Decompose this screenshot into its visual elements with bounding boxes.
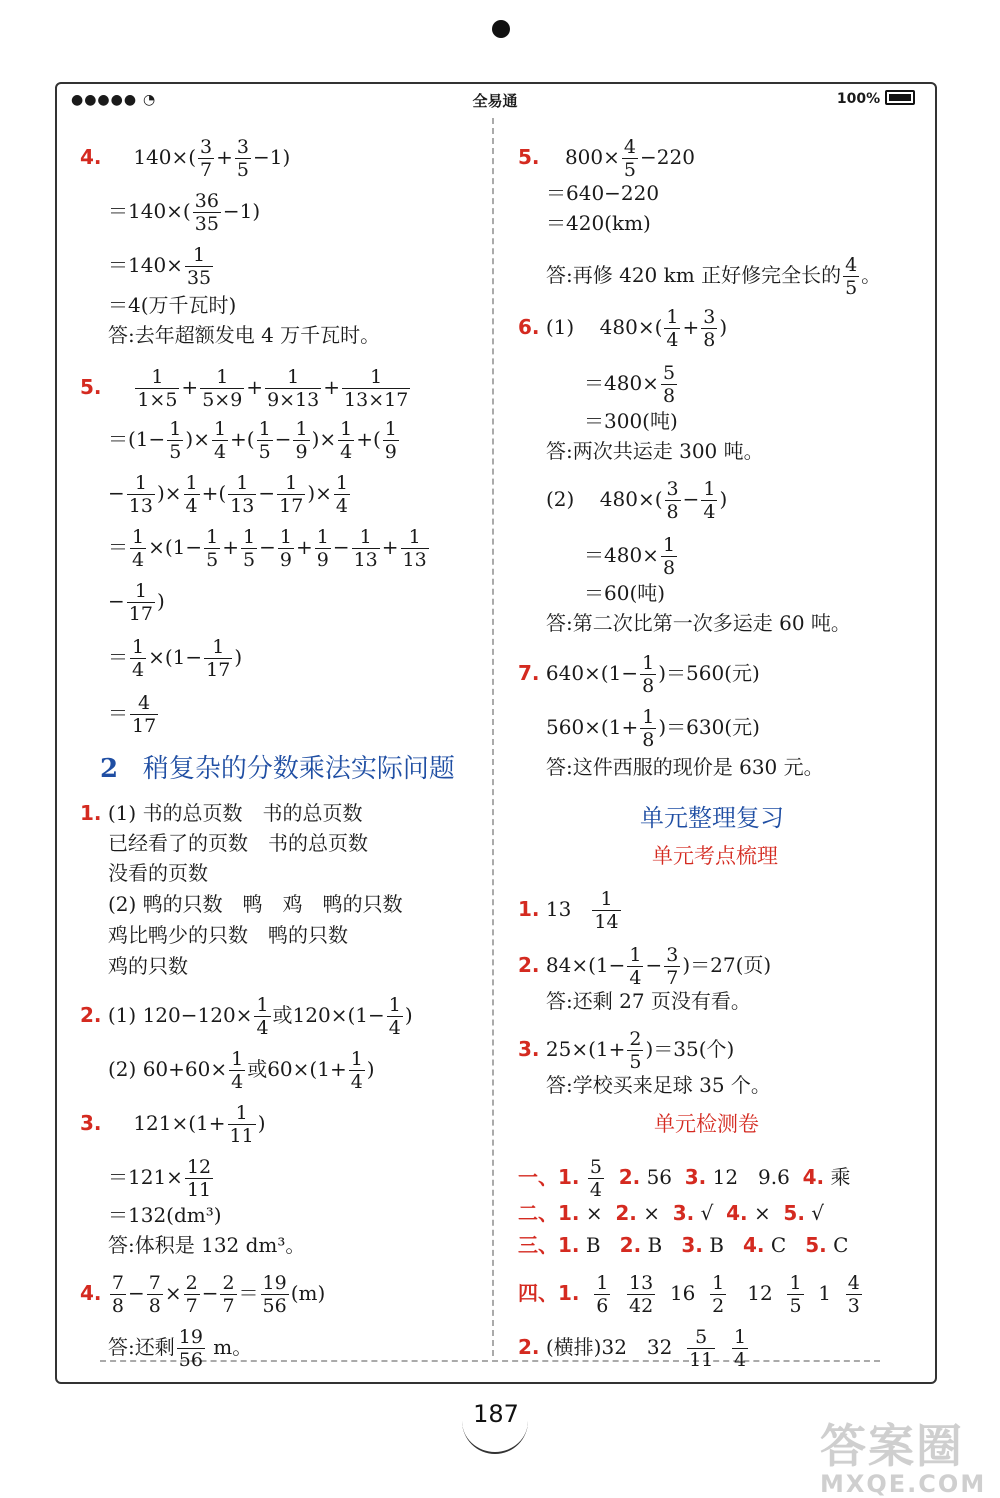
right-q7-answer: 答:这件西服的现价是 630 元。: [546, 755, 824, 779]
left-q4-line3: ＝140× $\frac{1}{35}$: [108, 244, 212, 289]
right-test-row5: 2. (横排)32 32 $\frac{5}{11}$ $\frac{1}{4}$: [518, 1326, 747, 1371]
camera-dot: [492, 20, 510, 38]
right-q6-line6: ＝60(吨): [584, 581, 666, 605]
right-q6-line5: ＝480× $\frac{1}{8}$: [584, 534, 676, 579]
right-test-row1: 一、1. $\frac{5}{4}$ 2. 56 3. 12 9.6 4. 乘: [518, 1156, 851, 1201]
review-title: 单元整理复习: [640, 804, 784, 832]
left-s2q3-line1: 3. 121×(1+ $\frac{1}{11}$ ): [80, 1102, 266, 1147]
battery-icon: [885, 90, 915, 105]
right-q5-line1: 5. 800× $\frac{4}{5}$ −220: [518, 136, 695, 181]
right-q7-line2: 560×(1+ $\frac{1}{8}$ )＝630(元): [546, 706, 760, 751]
right-q6-answer2: 答:第二次比第一次多运走 60 吨。: [546, 611, 851, 635]
left-q4-line4: ＝4(万千瓦时): [108, 293, 237, 317]
signal-icon: ●●●●● ◔: [71, 92, 157, 108]
right-q6-answer1: 答:两次共运走 300 吨。: [546, 439, 764, 463]
left-s2q4-answer: 答:还剩 $\frac{19}{56}$ m。: [108, 1326, 253, 1371]
right-test-row2: 二、1. × 2. × 3. √ 4. × 5. √: [518, 1201, 825, 1225]
page-number: 187: [473, 1400, 519, 1428]
left-s2q4-line1: 4. $\frac{7}{8}$ − $\frac{7}{8}$ × $\frac{2}{7}$ − $\frac{2}{7}$ ＝ $\frac{19}{56}$ (m): [80, 1272, 326, 1317]
review-subtitle-2: 单元检测卷: [654, 1112, 759, 1136]
left-q5-line2: ＝(1− $\frac{1}{5}$ )× $\frac{1}{4}$ +( $\frac{1}{5}$ − $\frac{1}{9}$ )× $\frac{1}{4}$ +( $\frac{1}{9}$: [108, 418, 397, 463]
right-r3-line1: 3. 25×(1+ $\frac{2}{5}$ )＝35(个): [518, 1028, 735, 1073]
right-q6-line4: (2) 480×( $\frac{3}{8}$ − $\frac{1}{4}$ ): [546, 478, 728, 523]
left-s2q1-line2: 已经看了的页数 书的总页数: [108, 831, 368, 855]
left-s2q1-line1: 1. (1) 书的总页数 书的总页数: [80, 801, 363, 825]
right-test-row3: 三、1. B 2. B 3. B 4. C 5. C: [518, 1233, 849, 1257]
app-title: 全易通: [472, 92, 518, 110]
left-q5-line3: − $\frac{1}{13}$ )× $\frac{1}{4}$ +( $\frac{1}{13}$ − $\frac{1}{17}$ )× $\frac{1}{4}$: [108, 472, 348, 517]
right-r3-answer: 答:学校买来足球 35 个。: [546, 1073, 771, 1097]
left-s2q3-line2: ＝121× $\frac{12}{11}$: [108, 1156, 212, 1201]
right-q5-line3: ＝420(km): [546, 211, 651, 235]
right-test-row4: 四、1. $\frac{1}{6}$ $\frac{13}{42}$ 16 $\frac{1}{2}$ 12 $\frac{1}{5}$ 1 $\frac{4}{3}$: [518, 1272, 860, 1317]
left-s2q1-line6: 鸡的只数: [108, 954, 188, 978]
left-q5-line5: − $\frac{1}{17}$ ): [108, 580, 165, 625]
right-q6-line2: ＝480× $\frac{5}{8}$: [584, 362, 676, 407]
right-q6-line1: 6. (1) 480×( $\frac{1}{4}$ + $\frac{3}{8}$ ): [518, 306, 728, 351]
left-q4-answer: 答:去年超额发电 4 万千瓦时。: [108, 323, 381, 347]
left-s2q1-line3: 没看的页数: [108, 861, 208, 885]
review-subtitle-1: 单元考点梳理: [652, 844, 778, 868]
left-s2q1-line4: (2) 鸭的只数 鸭 鸡 鸭的只数: [108, 892, 403, 916]
left-q5-line7: ＝ $\frac{4}{17}$: [108, 692, 157, 737]
right-q5-answer: 答:再修 420 km 正好修完全长的 $\frac{4}{5}$ 。: [546, 254, 882, 299]
left-s2q2-line1: 2. (1) 120−120× $\frac{1}{4}$ 或120×(1− $\frac{1}{4}$ ): [80, 994, 413, 1039]
right-q6-line3: ＝300(吨): [584, 409, 678, 433]
left-q5-line4: ＝ $\frac{1}{4}$ ×(1− $\frac{1}{5}$ + $\frac{1}{5}$ − $\frac{1}{9}$ + $\frac{1}{9}$ − $\frac{1}{13}$ + $\frac{1}{13}$: [108, 526, 427, 571]
status-bar: [57, 84, 933, 114]
section-2-heading: 2 稍复杂的分数乘法实际问题: [100, 754, 455, 784]
watermark: 答案圈 MXQE.COM: [820, 1419, 987, 1498]
wifi-icon: ◔: [142, 92, 157, 108]
left-s2q1-line5: 鸡比鸭少的只数 鸭的只数: [108, 923, 348, 947]
left-s2q2-line2: (2) 60+60× $\frac{1}{4}$ 或60×(1+ $\frac{1}{4}$ ): [108, 1048, 375, 1093]
right-r2-answer: 答:还剩 27 页没有看。: [546, 989, 751, 1013]
right-q5-line2: ＝640−220: [546, 181, 660, 205]
column-divider: [492, 118, 494, 1356]
right-r1: 1. 13 $\frac{1}{14}$: [518, 888, 619, 933]
left-s2q3-answer: 答:体积是 132 dm³。: [108, 1233, 306, 1257]
battery-indicator: 100%: [837, 90, 915, 107]
left-q5-line6: ＝ $\frac{1}{4}$ ×(1− $\frac{1}{17}$ ): [108, 636, 243, 681]
left-q5-line1: 5. $\frac{1}{1\times 5}$ + $\frac{1}{5\times 9}$ + $\frac{1}{9\times 13}$ + $\frac{1}{13\times 17}$: [80, 366, 409, 411]
right-q7-line1: 7. 640×(1− $\frac{1}{8}$ )＝560(元): [518, 652, 760, 697]
right-r2-line1: 2. 84×(1− $\frac{1}{4}$ − $\frac{3}{7}$ )＝27(页): [518, 944, 772, 989]
left-q4-line1: 4. 140×( $\frac{3}{7}$ + $\frac{3}{5}$ −1): [80, 136, 291, 181]
left-q4-line2: ＝140×( $\frac{36}{35}$ −1): [108, 190, 261, 235]
left-s2q3-line3: ＝132(dm³): [108, 1203, 222, 1227]
